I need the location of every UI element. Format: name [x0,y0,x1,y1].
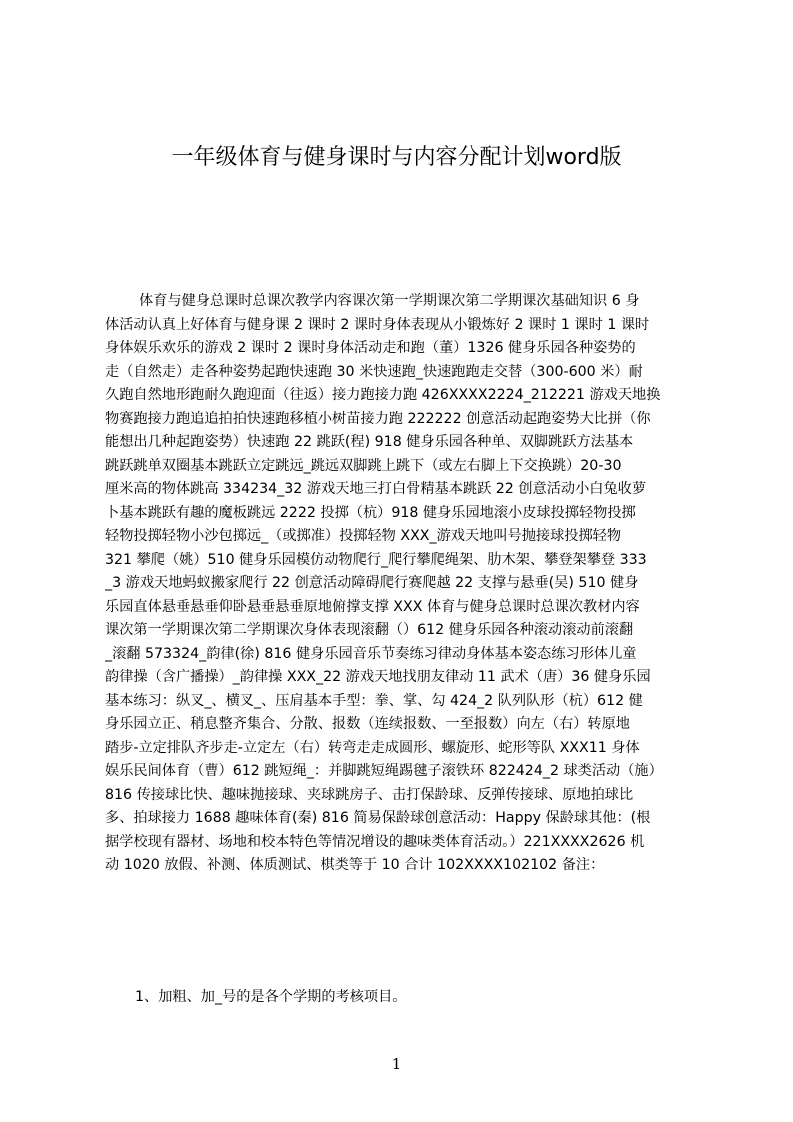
paragraph-line: 动 1020 放假、补测、体质测试、棋类等于 10 合计 102XXXX102102 备注： [105,857,605,873]
paragraph-line: 321 攀爬（姚）510 健身乐园模仿动物爬行_爬行攀爬绳架、肋木架、攀登架攀登 333 [105,551,647,568]
paragraph-line: _滚翻 573324_韵律(徐) 816 健身乐园音乐节奏练习律动身体基本姿态练习形体儿童 [105,645,637,662]
paragraph-line: 体育与健身总课时总课次教学内容课次第一学期课次第二学期课次基础知识 6 身 [139,293,640,309]
paragraph-line: 乐园直体悬垂悬垂仰卧悬垂悬垂原地俯撑支撑 XXX 体育与健身总课时总课次教材内容 [105,598,640,615]
paragraph-line: 跳跃跳单双圈基本跳跃立定跳远_跳远双脚跳上跳下（或左右脚上下交换跳）20-30 [105,457,622,474]
paragraph-line: 物赛跑接力跑追追拍拍快速跑移植小树苗接力跑 222222 创意活动起跑姿势大比拼（你 [105,410,651,427]
paragraph-line: 久跑自然地形跑耐久跑迎面（往返）接力跑接力跑 426XXXX2224_212221 游戏天地换 [105,387,661,403]
paragraph-line: 多、拍球接力 1688 趣味体育(秦) 816 简易保龄球创意活动：Happy 保龄球其他：(根 [105,810,651,826]
page-number: 1 [391,1055,402,1073]
paragraph-line: 816 传接球比快、趣味抛接球、夹球跳房子、击打保龄球、反弹传接球、原地拍球比 [105,786,634,803]
note-item: 1、加粗、加_号的是各个学期的考核项目。 [135,989,407,1005]
paragraph-line: 体活动认真上好体育与健身课 2 课时 2 课时身体表现从小锻炼好 2 课时 1 课时 1 课时 [105,316,650,333]
paragraph-line: 据学校现有器材、场地和校本特色等情况增设的趣味类体育活动。）221XXXX2626 机 [105,833,645,850]
paragraph-line: _3 游戏天地蚂蚁搬家爬行 22 创意活动障碍爬行赛爬越 22 支撑与悬垂(吴) 510 健身 [105,575,639,591]
paragraph-line: 身乐园立正、稍息整齐集合、分散、报数（连续报数、一至报数）向左（右）转原地 [105,716,630,732]
paragraph-line: 卜基本跳跃有趣的魔板跳远 2222 投掷（杭）918 健身乐园地滚小皮球投掷轻物投掷 [105,504,636,521]
paragraph-line: 厘米高的物体跳高 334234_32 游戏天地三打白骨精基本跳跃 22 创意活动小白兔收萝 [105,481,647,497]
paragraph-line: 能想出几种起跑姿势）快速跑 22 跳跃(程) 918 健身乐园各种单、双脚跳跃方法基本 [105,434,634,450]
paragraph-line: 轻物投掷轻物小沙包掷远_（或掷准）投掷轻物 XXX_游戏天地叫号抛接球投掷轻物 [105,528,622,544]
paragraph-line: 基本练习：纵叉_、横叉_、压肩基本手型：拳、掌、勾 424_2 队列队形（杭）612 健 [105,692,643,709]
page-title: 一年级体育与健身课时与内容分配计划word版 [171,145,622,170]
paragraph-line: 踏步-立定排队齐步走-立定左（右）转弯走走成圆形、螺旋形、蛇形等队 XXX11 身体 [105,739,640,756]
paragraph-line: 走（自然走）走各种姿势起跑快速跑 30 米快速跑_快速跑跑走交替（300-600 米）耐 [105,363,643,380]
paragraph-line: 身体娱乐欢乐的游戏 2 课时 2 课时身体活动走和跑（董）1326 健身乐园各种姿势的 [105,340,636,356]
paragraph-line: 娱乐民间体育（曹）612 跳短绳_：并脚跳短绳踢毽子滚铁环 822424_2 球类活动（施） [105,763,663,779]
paragraph-line: 课次第一学期课次第二学期课次身体表现滚翻（）612 健身乐园各种滚动滚动前滚翻 [105,622,634,638]
paragraph-line: 韵律操（含广播操）_韵律操 XXX_22 游戏天地找朋友律动 11 武术（唐）36 健身乐园 [105,669,651,685]
body-paragraph [105,290,697,878]
